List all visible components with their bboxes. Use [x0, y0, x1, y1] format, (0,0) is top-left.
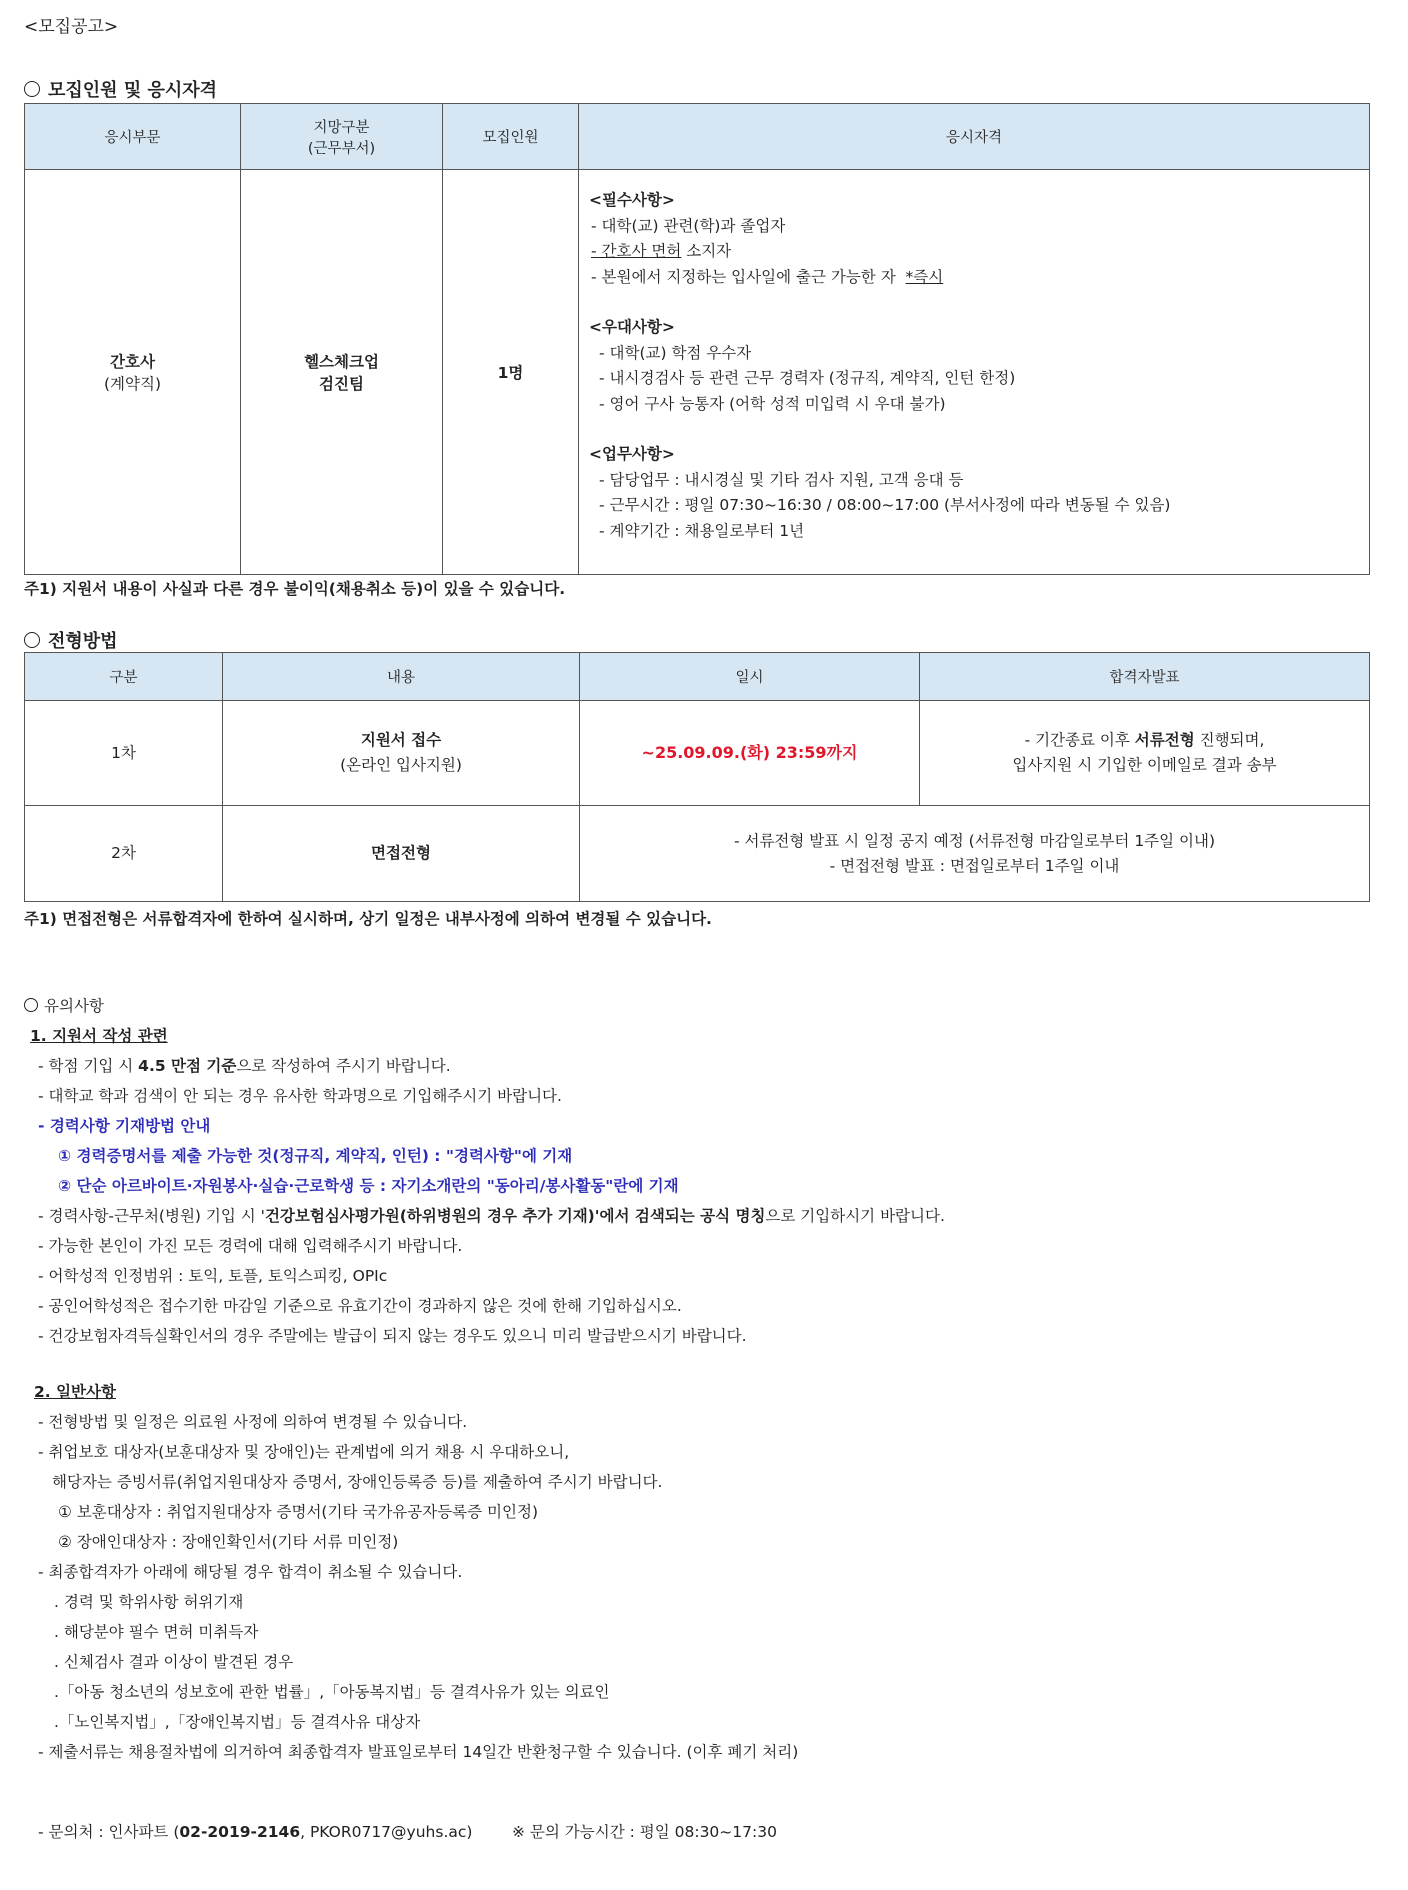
- contact-line: - 문의처 : 인사파트 (02-2019-2146, PKOR0717@yuhs.ac): [38, 1823, 473, 1841]
- general-line: ① 보훈대상자 : 취업지원대상자 증명서(기타 국가유공자등록증 미인정): [58, 1503, 539, 1521]
- caution-line: - 대학교 학과 검색이 안 되는 경우 유사한 학과명으로 기입해주시기 바랍니다.: [38, 1087, 562, 1105]
- selection-table: [24, 652, 1370, 902]
- dept-cell: 헬스체크업 검진팀: [241, 170, 443, 575]
- header-stage: 구분: [25, 653, 223, 701]
- general-line: 해당자는 증빙서류(취업지원대상자 증명서, 장애인등록증 등)를 제출하여 주시기 바랍니다.: [52, 1473, 663, 1491]
- date-1: ~25.09.09.(화) 23:59까지: [580, 701, 920, 806]
- result-1: - 기간종료 이후 서류전형 진행되며, 입사지원 시 기입한 이메일로 결과 송부: [920, 701, 1370, 806]
- preferred-block: <우대사항> - 대학(교) 학점 우수자 - 내시경검사 등 관련 근무 경력자 (정규직, 계약직, 인턴 한정) - 영어 구사 능통자 (어학 성적 미입력 시 우대 불가): [589, 318, 1016, 413]
- stage-1: 1차: [25, 701, 223, 806]
- subhead-application: 1. 지원서 작성 관련: [30, 1027, 168, 1045]
- stage-2: 2차: [25, 806, 223, 902]
- header-field: 응시부문: [25, 104, 241, 170]
- note-recruitment: 주1) 지원서 내용이 사실과 다른 경우 불이익(채용취소 등)이 있을 수 있습니다.: [24, 580, 566, 598]
- note-selection: 주1) 면접전형은 서류합격자에 한하여 실시하며, 상기 일정은 내부사정에 의하여 변경될 수 있습니다.: [24, 910, 712, 928]
- circle-bullet-icon: [24, 632, 40, 648]
- header-count: 모집인원: [443, 104, 579, 170]
- content-1: 지원서 접수 (온라인 입사지원): [223, 701, 580, 806]
- qualification-cell: [579, 170, 1370, 575]
- caution-line: - 어학성적 인정범위 : 토익, 토플, 토익스피킹, OPIc: [38, 1267, 388, 1285]
- general-line: . 경력 및 학위사항 허위기재: [54, 1593, 244, 1611]
- general-line: . 신체검사 결과 이상이 발견된 경우: [54, 1653, 294, 1671]
- caution-line-career-2: ② 단순 아르바이트·자원봉사·실습·근로학생 등 : 자기소개란의 "동아리/봉사활동"란에 기재: [58, 1177, 679, 1195]
- circle-bullet-icon: [24, 998, 38, 1012]
- schedule-2: - 서류전형 발표 시 일정 공지 예정 (서류전형 마감일로부터 1주일 이내) - 면접전형 발표 : 면접일로부터 1주일 이내: [580, 806, 1370, 902]
- count-cell: 1명: [443, 170, 579, 575]
- header-result: 합격자발표: [920, 653, 1370, 701]
- caution-line-career-1: ① 경력증명서를 제출 가능한 것(정규직, 계약직, 인턴) : "경력사항"에 기재: [58, 1147, 573, 1165]
- job-title: 간호사: [110, 353, 155, 371]
- general-line: - 제출서류는 채용절차법에 의거하여 최종합격자 발표일로부터 14일간 반환청구할 수 있습니다. (이후 폐기 처리): [38, 1743, 799, 1761]
- job-cell: [25, 170, 241, 575]
- circle-bullet-icon: [24, 81, 40, 97]
- caution-line: - 가능한 본인이 가진 모든 경력에 대해 입력해주시기 바랍니다.: [38, 1237, 463, 1255]
- section-title-recruitment: [24, 76, 217, 102]
- section-title-text: 모집인원 및 응시자격: [48, 80, 218, 101]
- subhead-general: 2. 일반사항: [34, 1383, 116, 1401]
- contact-hours: ※ 문의 가능시간 : 평일 08:30~17:30: [512, 1823, 777, 1841]
- general-line: .「노인복지법」,「장애인복지법」등 결격사유 대상자: [54, 1713, 421, 1731]
- section-title-text: 전형방법: [48, 631, 118, 652]
- general-line: .「아동 청소년의 성보호에 관한 법률」,「아동복지법」등 결격사유가 있는 의료인: [54, 1683, 610, 1701]
- content-2: 면접전형: [223, 806, 580, 902]
- recruitment-table: [24, 103, 1370, 575]
- general-line: ② 장애인대상자 : 장애인확인서(기타 서류 미인정): [58, 1533, 399, 1551]
- duty-block: <업무사항> - 담당업무 : 내시경실 및 기타 검사 지원, 고객 응대 등 - 근무시간 : 평일 07:30~16:30 / 08:00~17:00 (부서사정에 따라 변동될 수 있음) - 계약기간 : 채용일로부터 1년: [589, 445, 1171, 540]
- caution-line-career: - 경력사항 기재방법 안내: [38, 1117, 211, 1135]
- caution-line: - 경력사항-근무처(병원) 기입 시 '건강보험심사평가원(하위병원의 경우 추가 기재)'에서 검색되는 공식 명칭으로 기입하시기 바랍니다.: [38, 1207, 945, 1225]
- notice-title: <모집공고>: [24, 17, 119, 37]
- job-type: (계약직): [103, 375, 161, 393]
- header-content: 내용: [223, 653, 580, 701]
- general-line: - 전형방법 및 일정은 의료원 사정에 의하여 변경될 수 있습니다.: [38, 1413, 468, 1431]
- general-line: . 해당분야 필수 면허 미취득자: [54, 1623, 259, 1641]
- required-block: <필수사항> - 대학(교) 관련(학)과 졸업자 - 간호사 면허 소지자 - 본원에서 지정하는 입사일에 출근 가능한 자 *즉시: [589, 191, 944, 286]
- header-qualification: 응시자격: [579, 104, 1370, 170]
- caution-line: - 학점 기입 시 4.5 만점 기준으로 작성하여 주시기 바랍니다.: [38, 1057, 451, 1075]
- general-line: - 취업보호 대상자(보훈대상자 및 장애인)는 관계법에 의거 채용 시 우대하오니,: [38, 1443, 570, 1461]
- general-line: - 최종합격자가 아래에 해당될 경우 합격이 취소될 수 있습니다.: [38, 1563, 463, 1581]
- header-dept: 지망구분 (근무부서): [241, 104, 443, 170]
- caution-line: - 건강보험자격득실확인서의 경우 주말에는 발급이 되지 않는 경우도 있으니 미리 발급받으시기 바랍니다.: [38, 1327, 747, 1345]
- section-title-cautions: 유의사항: [24, 994, 104, 1016]
- section-title-selection: [24, 627, 118, 653]
- caution-line: - 공인어학성적은 접수기한 마감일 기준으로 유효기간이 경과하지 않은 것에 한해 기입하십시오.: [38, 1297, 682, 1315]
- header-date: 일시: [580, 653, 920, 701]
